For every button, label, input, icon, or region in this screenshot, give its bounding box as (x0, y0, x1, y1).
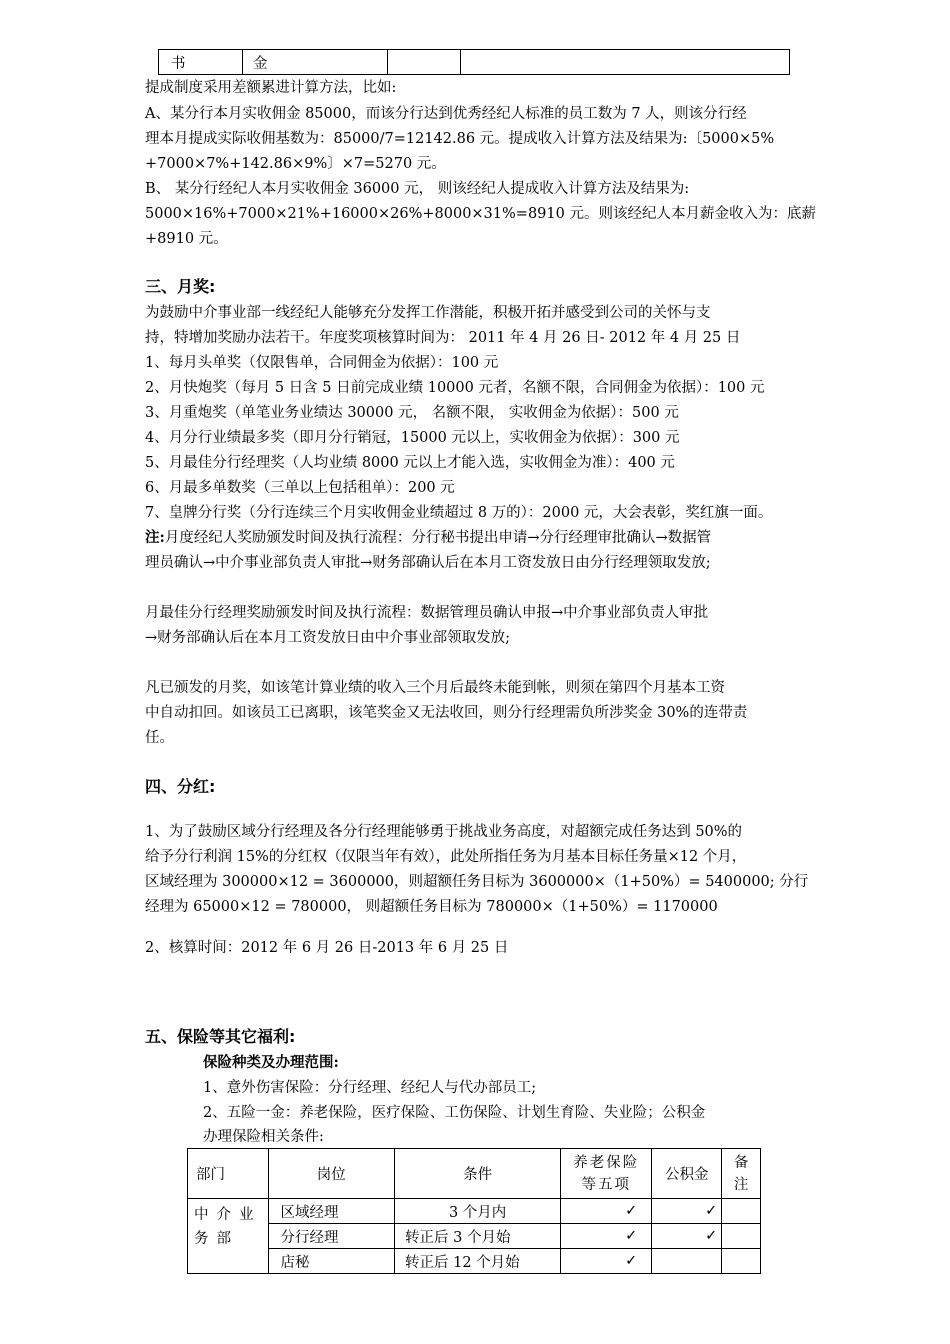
list-item: 3、月重炮奖（单笔业务业绩达 30000 元， 名额不限， 实收佣金为依据）：500 元 (145, 405, 679, 421)
top-table-cell (388, 50, 461, 75)
list-item: 7、皇牌分行奖（分行连续三个月实收佣金业绩超过 8 万的）：2000 元，大会表彰，奖红旗一面。 (145, 505, 773, 521)
list-item: 4、月分行业绩最多奖（即月分行销冠，15000 元以上，实收佣金为依据）：300 元 (145, 430, 680, 446)
fund-check (652, 1249, 722, 1274)
text-line: 提成制度采用差额累进计算方法，比如: (145, 80, 397, 96)
text-line: →财务部确认后在本月工资发放日由中介事业部领取发放; (145, 630, 511, 646)
pension-check: ✓ (561, 1249, 652, 1274)
text-line: 1、意外伤害保险：分行经理、经纪人与代办部员工; (203, 1080, 537, 1096)
fund-check: ✓ (652, 1199, 722, 1224)
table-header-row (188, 1149, 761, 1199)
text-line: 2、核算时间：2012 年 6 月 26 日-2013 年 6 月 25 日 (145, 940, 509, 956)
table-row (188, 1199, 761, 1224)
text-line: 凡已颁发的月奖，如该笔计算业绩的收入三个月后最终未能到帐，则须在第四个月基本工资 (145, 680, 725, 696)
text-line: 月最佳分行经理奖励颁发时间及执行流程：数据管理员确认申报→中介事业部负责人审批 (145, 605, 709, 621)
column-header: 部门 (188, 1149, 269, 1199)
pension-check: ✓ (561, 1199, 652, 1224)
text-line: +7000×7%+142.86×9%〕×7=5270 元。 (145, 156, 446, 172)
text-line: 中自动扣回。如该员工已离职，该笔奖金又无法收回，则分行经理需负所涉奖金 30%的连带责 (145, 705, 748, 721)
note-line (145, 528, 711, 548)
fund-check: ✓ (652, 1224, 722, 1249)
text-line: +8910 元。 (145, 231, 228, 247)
list-item: 6、月最多单数奖（三单以上包括租单）：200 元 (145, 480, 455, 496)
post-cell: 店秘 (268, 1249, 395, 1274)
text-line: 区域经理为 300000×12 = 3600000，则超额任务目标为 3600000×（1+50%）= 5400000; 分行 (145, 874, 809, 890)
table-row (188, 1249, 761, 1274)
top-table-cell (461, 50, 790, 75)
column-header: 公积金 (652, 1149, 722, 1199)
text-line: 给予分行利润 15%的分红权（仅限当年有效），此处所指任务为月基本目标任务量×12 个月， (145, 849, 747, 865)
text-line: 持，特增加奖励办法若干。年度奖项核算时间为： 2011 年 4 月 26 日- 2012 年 4 月 25 日 (145, 330, 741, 346)
text-line: 理本月提成实际收佣基数为：85000/7=12142.86 元。提成收入计算方法及结果为:〔5000×5% (145, 131, 775, 147)
note-text: 月度经纪人奖励颁发时间及执行流程：分行秘书提出申请→分行经理审批确认→数据管 (164, 530, 712, 546)
text-line: 2、五险一金：养老保险，医疗保险、工伤保险、计划生育险、失业险；公积金 (203, 1105, 706, 1121)
subheading-insurance-types: 保险种类及办理范围: (203, 1054, 339, 1071)
text-line: 5000×16%+7000×21%+16000×26%+8000×31%=8910 元。则该经纪人本月薪金收入为：底薪 (145, 206, 816, 222)
column-header: 养老保险等五项 (561, 1149, 652, 1199)
section-heading-insurance: 五、保险等其它福利: (145, 1027, 296, 1046)
section-heading-monthly-award: 三、月奖: (145, 277, 216, 296)
list-item: 2、月快炮奖（每月 5 日含 5 日前完成业绩 10000 元者，名额不限，合同佣金为依据）：100 元 (145, 380, 765, 396)
top-table (158, 49, 790, 75)
dept-cell: 中介业务部 (188, 1199, 269, 1274)
column-header: 条件 (395, 1149, 561, 1199)
text-line: A、某分行本月实收佣金 85000，而该分行达到优秀经纪人标准的员工数为 7 人，则该分行经 (145, 106, 747, 122)
note-cell (722, 1224, 761, 1249)
top-table-cell: 书 (159, 50, 243, 75)
post-cell: 分行经理 (268, 1224, 395, 1249)
text-line: 理员确认→中介事业部负责人审批→财务部确认后在本月工资发放日由分行经理领取发放; (145, 555, 711, 571)
note-cell (722, 1249, 761, 1274)
top-table-cell: 金 (243, 50, 388, 75)
condition-cell: 转正后 12 个月始 (395, 1249, 561, 1274)
text-line: 1、为了鼓励区域分行经理及各分行经理能够勇于挑战业务高度，对超额完成任务达到 50%的 (145, 824, 743, 840)
insurance-table (187, 1148, 761, 1274)
condition-cell: 转正后 3 个月始 (395, 1224, 561, 1249)
note-cell (722, 1199, 761, 1224)
list-item: 5、月最佳分行经理奖（人均业绩 8000 元以上才能入选，实收佣金为准）：400 元 (145, 455, 675, 471)
condition-cell: 3 个月内 (395, 1199, 561, 1224)
note-label: 注: (145, 529, 165, 546)
text-line: B、 某分行经纪人本月实收佣金 36000 元， 则该经纪人提成收入计算方法及结果为: (145, 181, 690, 197)
section-heading-dividend: 四、分红: (145, 777, 216, 796)
text-line: 经理为 65000×12 = 780000， 则超额任务目标为 780000×（1+50%）= 1170000 (145, 899, 718, 915)
post-cell: 区域经理 (268, 1199, 395, 1224)
text-line: 办理保险相关条件: (203, 1129, 324, 1145)
column-header: 备注 (722, 1149, 761, 1199)
table-row (188, 1224, 761, 1249)
text-line: 为鼓励中介事业部一线经纪人能够充分发挥工作潜能，积极开拓并感受到公司的关怀与支 (145, 305, 711, 321)
list-item: 1、每月头单奖（仅限售单，合同佣金为依据）：100 元 (145, 355, 499, 371)
column-header: 岗位 (268, 1149, 395, 1199)
text-line: 任。 (145, 730, 174, 746)
pension-check: ✓ (561, 1224, 652, 1249)
